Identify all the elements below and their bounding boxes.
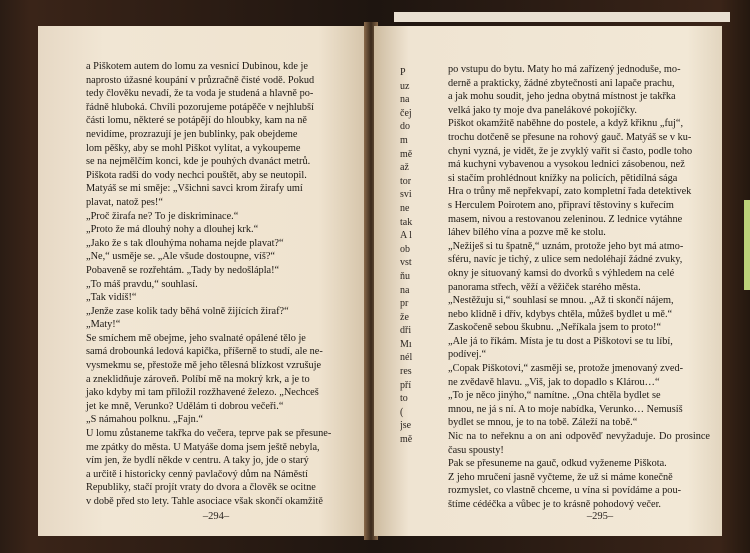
text-line: „Nežiješ si tu špatně,“ uznám, protože jeho byt má atmo-: [448, 240, 684, 252]
text-line: řádně hluboká. Chvíli pozorujeme potápěče v nejhlubší: [86, 101, 314, 113]
fragment-line: tor: [400, 175, 412, 187]
text-line: Zaskočeně sebou škubnu. „Neříkala jsem to proto!“: [448, 322, 662, 334]
left-page-number: –294–: [202, 511, 230, 522]
text-line: láhev bílého vína a pozve mě ke stolu.: [448, 227, 606, 239]
text-line: jet ke mně, Verunko? Udělám ti dobrou večeři.“: [86, 400, 284, 412]
text-line: má kuchyni vybavenou a vysokou lednici zásobenou, než: [448, 159, 685, 171]
fragment-line: na: [400, 284, 410, 296]
left-page: [38, 26, 368, 536]
fragment-line: dři: [400, 325, 412, 337]
text-line: sféru, navíc je tichý, z ulice sem nedoléhají žádné zvuky,: [448, 254, 683, 266]
text-line: a jak mohu soudit, jeho jedna obytná místnost je takřka: [448, 91, 676, 103]
fragment-line: čej: [400, 107, 412, 119]
text-line: Se smíchem mě obejme, jeho svalnaté opálené tělo je: [86, 332, 306, 344]
fragment-line: pří: [400, 379, 412, 391]
fragment-line: do: [400, 121, 410, 133]
text-line: v době před sto lety. Tahle asociace však skončí okamžitě: [86, 496, 323, 507]
text-line: me zpátky do města. U Matyáše doma jsem ještě nebyla,: [86, 441, 320, 453]
text-line: Piškota radši do vody nechci pouštět, aby se neutopil.: [86, 169, 307, 181]
text-line: mnou, ne já s ní. A to moje nabídka, Verunko… Nemusíš: [448, 403, 683, 415]
text-line: a určitě i historicky cenný pavlačový dům na Náměstí: [86, 468, 308, 480]
text-line: „Jako že s tak dlouhýma nohama nejde plavat?“: [86, 237, 284, 249]
text-line: lom pěšky, aby se mohl Piškot vylítat, a vykoupeme: [86, 142, 301, 154]
fragment-line: ne: [400, 202, 410, 214]
fragment-line: tak: [400, 216, 413, 228]
text-line: „Tak vidíš!“: [86, 292, 137, 304]
text-line: Piškot okamžitě naběhne do postele, a když křiknu „fuj“,: [448, 118, 684, 130]
text-line: a zneklidňuje zároveň. Políbí mě na mokrý krk, a je to: [86, 373, 310, 385]
text-line: „Proč žirafa ne? To je diskriminace.“: [86, 210, 239, 222]
text-line: Pobaveně se rozřehtám. „Tady by nedošlápla!“: [86, 264, 280, 276]
underlying-page-fragments: [400, 66, 432, 447]
fragment-line: ňu: [400, 270, 410, 282]
fragment-line: svi: [400, 189, 412, 201]
text-line: okny je situovaný kamsi do dvorků s výhledem na celé: [448, 267, 675, 279]
fragment-line: res: [400, 366, 412, 378]
text-line: ne zvědavě hlavu. „Viš, jak to dopadlo s Klárou…“: [448, 376, 660, 388]
text-line: Nic na to neřeknu a on ani odpověď nevyžaduje. Do prosince času spousty!: [448, 431, 710, 456]
text-line: „Nestěžuju si,“ souhlasí se mnou. „Až ti skončí nájem,: [448, 295, 674, 307]
text-line: nebo klidně i dřív, kdybys chtěla, můžeš bydlet u mě.“: [448, 308, 673, 320]
text-line: a Piškotem autem do lomu za vesnicí Dubinou, kde je: [86, 61, 308, 72]
text-line: se na nejmělčím konci, kde je pouhých dvanáct metrů.: [86, 156, 311, 168]
fragment-line: pr: [400, 298, 409, 310]
right-page-text: [448, 63, 710, 512]
text-line: velká jako ty moje dva panelákové pokojíčky.: [448, 104, 637, 116]
text-line: trochu dotčeně se přesune na rohový gauč. Matyáš se v ku-: [448, 131, 692, 143]
fragment-line: P: [400, 67, 406, 78]
fragment-line: ob: [400, 243, 410, 255]
fragment-line: to: [400, 393, 408, 405]
text-line: po vstupu do bytu. Maty ho má zařízený jednoduše, mo-: [448, 64, 681, 75]
text-line: vím jen, že bydlí někde v centru. A taky jo, jde o starý: [86, 455, 309, 467]
text-line: Pak se přesuneme na gauč, odkud vyženeme Piškota.: [448, 458, 667, 470]
fragment-line: nél: [400, 352, 413, 364]
text-line: „Proto že má dlouhý nohy a dlouhej krk.“: [86, 224, 259, 236]
right-page: [374, 26, 722, 536]
text-line: naprosto úžasné koupání v průzračně čisté vodě. Pokud: [86, 74, 315, 86]
text-line: tedy člověku nevadí, že ta voda je studená a hlavně po-: [86, 88, 314, 100]
fragment-line: až: [400, 162, 409, 174]
fragment-line: mě: [400, 148, 413, 160]
text-line: masem, nivou a restovanou zeleninou. Z lednice vytáhne: [448, 213, 683, 225]
text-line: „Copak Piškotovi,“ zasměji se, protože jmenovaný zved-: [448, 363, 684, 375]
text-line: Hra o trůny mě nepřekvapí, zato kompletní řada detektivek: [448, 186, 692, 198]
page-top-edge: [394, 12, 730, 22]
text-line: plavat, natož pes!“: [86, 196, 163, 208]
left-page-text: [86, 60, 366, 509]
fragment-line: mě: [400, 434, 413, 446]
text-line: U lomu zůstaneme takřka do večera, teprve pak se přesune-: [86, 428, 332, 440]
text-line: „Maty!“: [86, 319, 121, 331]
text-line: samá drobounká ledová kapička, příšerně to studí, ale ne-: [86, 346, 323, 358]
fragment-line: (: [400, 406, 404, 418]
text-line: derně a prakticky, žádné zbytečnosti ani lapače prachu,: [448, 77, 675, 89]
fragment-line: m: [400, 134, 408, 146]
text-line: „Ale já to říkám. Místa je tu dost a Piškotovi se tu líbí,: [448, 335, 673, 347]
text-line: „Jenže zase kolik tady běhá volně žijících žiraf?“: [86, 305, 289, 317]
text-line: „S námahou polknu. „Fajn.“: [86, 414, 203, 426]
text-line: nevidíme, prozrazují je jen bublinky, pak obejdeme: [86, 128, 298, 140]
text-line: podívej.“: [448, 349, 487, 361]
fragment-line: na: [400, 94, 410, 106]
fragment-line: uz: [400, 80, 410, 92]
text-line: s Herculem Poirotem ano, připraví těstoviny s kuřecím: [448, 199, 674, 211]
text-line: si stačím prohlédnout knížky na policích, pětidílná sága: [448, 172, 678, 184]
bookmark-tab: [744, 200, 750, 290]
right-page-number: –295–: [586, 511, 614, 522]
text-line: „To máš pravdu,“ souhlasí.: [86, 278, 198, 290]
text-line: Republiky, stačí projít vraty do dvora a člověk se ocitne: [86, 482, 316, 494]
text-line: panorama střech, věží a věžiček starého města.: [448, 281, 641, 293]
text-line: „Ne,“ usměje se. „Ale všude dostoupne, víš?“: [86, 251, 276, 263]
fragment-line: A l: [400, 230, 412, 242]
fragment-line: Mı: [400, 338, 412, 350]
text-line: Z jeho mručení jasně vyčteme, že už si máme konečně: [448, 471, 673, 483]
text-line: Matyáš se mi směje: „Všichni savci krom žirafy umí: [86, 183, 303, 195]
text-line: štíme cédéčka a vůbec je to krásně pohodový večer.: [448, 499, 662, 510]
text-line: „To je něco jinýho,“ namítne. „Ona chtěla bydlet se: [448, 390, 661, 402]
fragment-line: jse: [400, 420, 412, 432]
text-line: bydlet se mnou, je to na tobě. Záleží na tobě.“: [448, 417, 638, 429]
text-line: části lomu, některé se potápějí do hloubky, kam na ně: [86, 115, 307, 127]
text-line: rozmyslet, co vlastně chceme, u vína si povídáme a pou-: [448, 485, 682, 497]
text-line: chyni vyzná, je vidět, že je zvyklý vařit si často, podle toho: [448, 145, 693, 157]
fragment-line: že: [400, 311, 409, 323]
text-line: jako kdyby mi tam přiložil rozžhavené železo. „Nechceš: [86, 387, 319, 399]
fragment-line: vst: [400, 257, 412, 269]
text-line: vysmekmu se, přestože mě jeho tělesná blízkost vzrušuje: [86, 360, 322, 372]
